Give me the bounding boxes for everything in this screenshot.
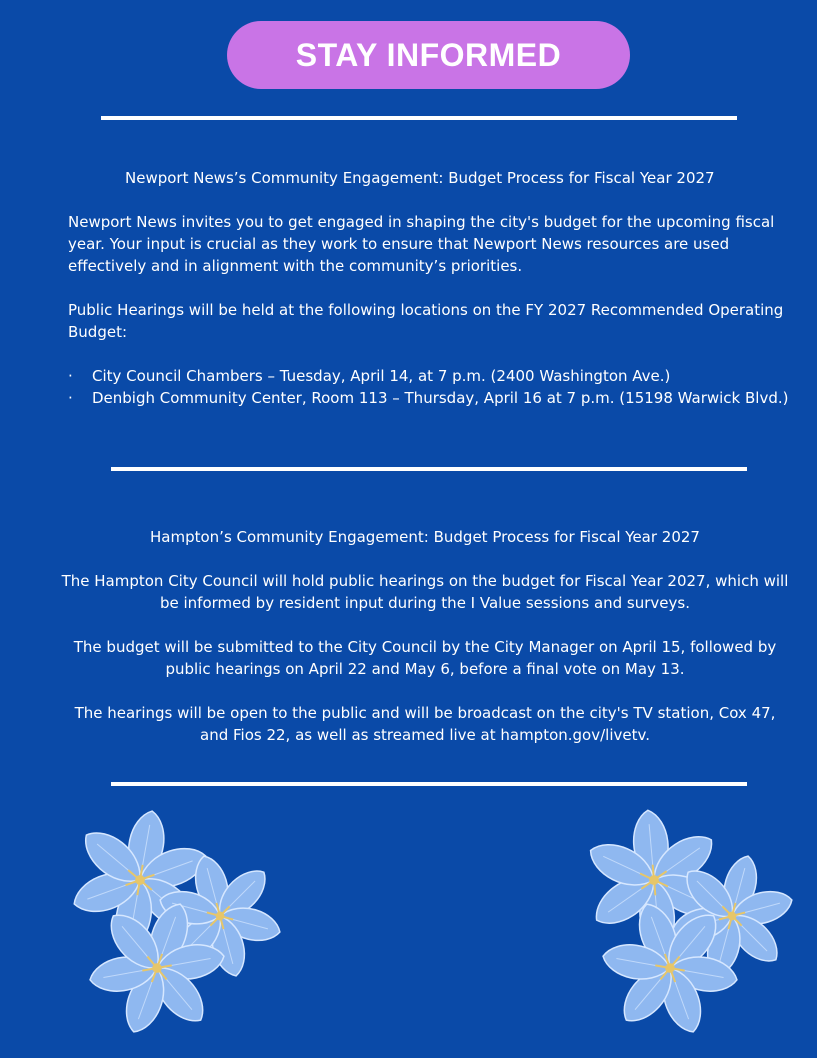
divider-middle xyxy=(111,467,747,471)
hampton-paragraph-3: The hearings will be open to the public and will be broadcast on the city's TV station, Cox 47, and Fios 22, as well as streamed live at hampton.gov/livetv. xyxy=(74,704,776,744)
page-title: STAY INFORMED xyxy=(295,36,562,73)
list-item xyxy=(68,387,808,409)
hearing-locations-list xyxy=(68,365,808,409)
newport-news-hearings-intro: Public Hearings will be held at the following locations on the FY 2027 Recommended Operating Budget: xyxy=(68,301,784,341)
flower-cluster-right xyxy=(582,808,802,1043)
flower-cluster-left xyxy=(62,808,292,1043)
location-text: City Council Chambers – Tuesday, April 14, at 7 p.m. (2400 Washington Ave.) xyxy=(92,367,671,385)
newport-news-intro: Newport News invites you to get engaged in shaping the city's budget for the upcoming fiscal year. Your input is crucial as they work to ensure that Newport News resources are used effectively and in alignment with the community’s priorities. xyxy=(68,213,775,275)
divider-bottom xyxy=(111,782,747,786)
bullet-icon: · xyxy=(68,367,73,385)
divider-top xyxy=(101,116,737,120)
hampton-heading: Hampton’s Community Engagement: Budget Process for Fiscal Year 2027 xyxy=(150,528,700,546)
bullet-icon: · xyxy=(68,389,73,407)
newport-news-heading: Newport News’s Community Engagement: Budget Process for Fiscal Year 2027 xyxy=(125,169,715,187)
list-item xyxy=(68,365,808,387)
hampton-paragraph-1: The Hampton City Council will hold public hearings on the budget for Fiscal Year 2027, which will be informed by resident input during the I Value sessions and surveys. xyxy=(61,572,789,612)
hampton-paragraph-2: The budget will be submitted to the City Council by the City Manager on April 15, followed by public hearings on April 22 and May 6, before a final vote on May 13. xyxy=(73,638,777,678)
location-text: Denbigh Community Center, Room 113 – Thursday, April 16 at 7 p.m. (15198 Warwick Blvd.) xyxy=(92,389,789,407)
title-banner xyxy=(227,21,630,89)
